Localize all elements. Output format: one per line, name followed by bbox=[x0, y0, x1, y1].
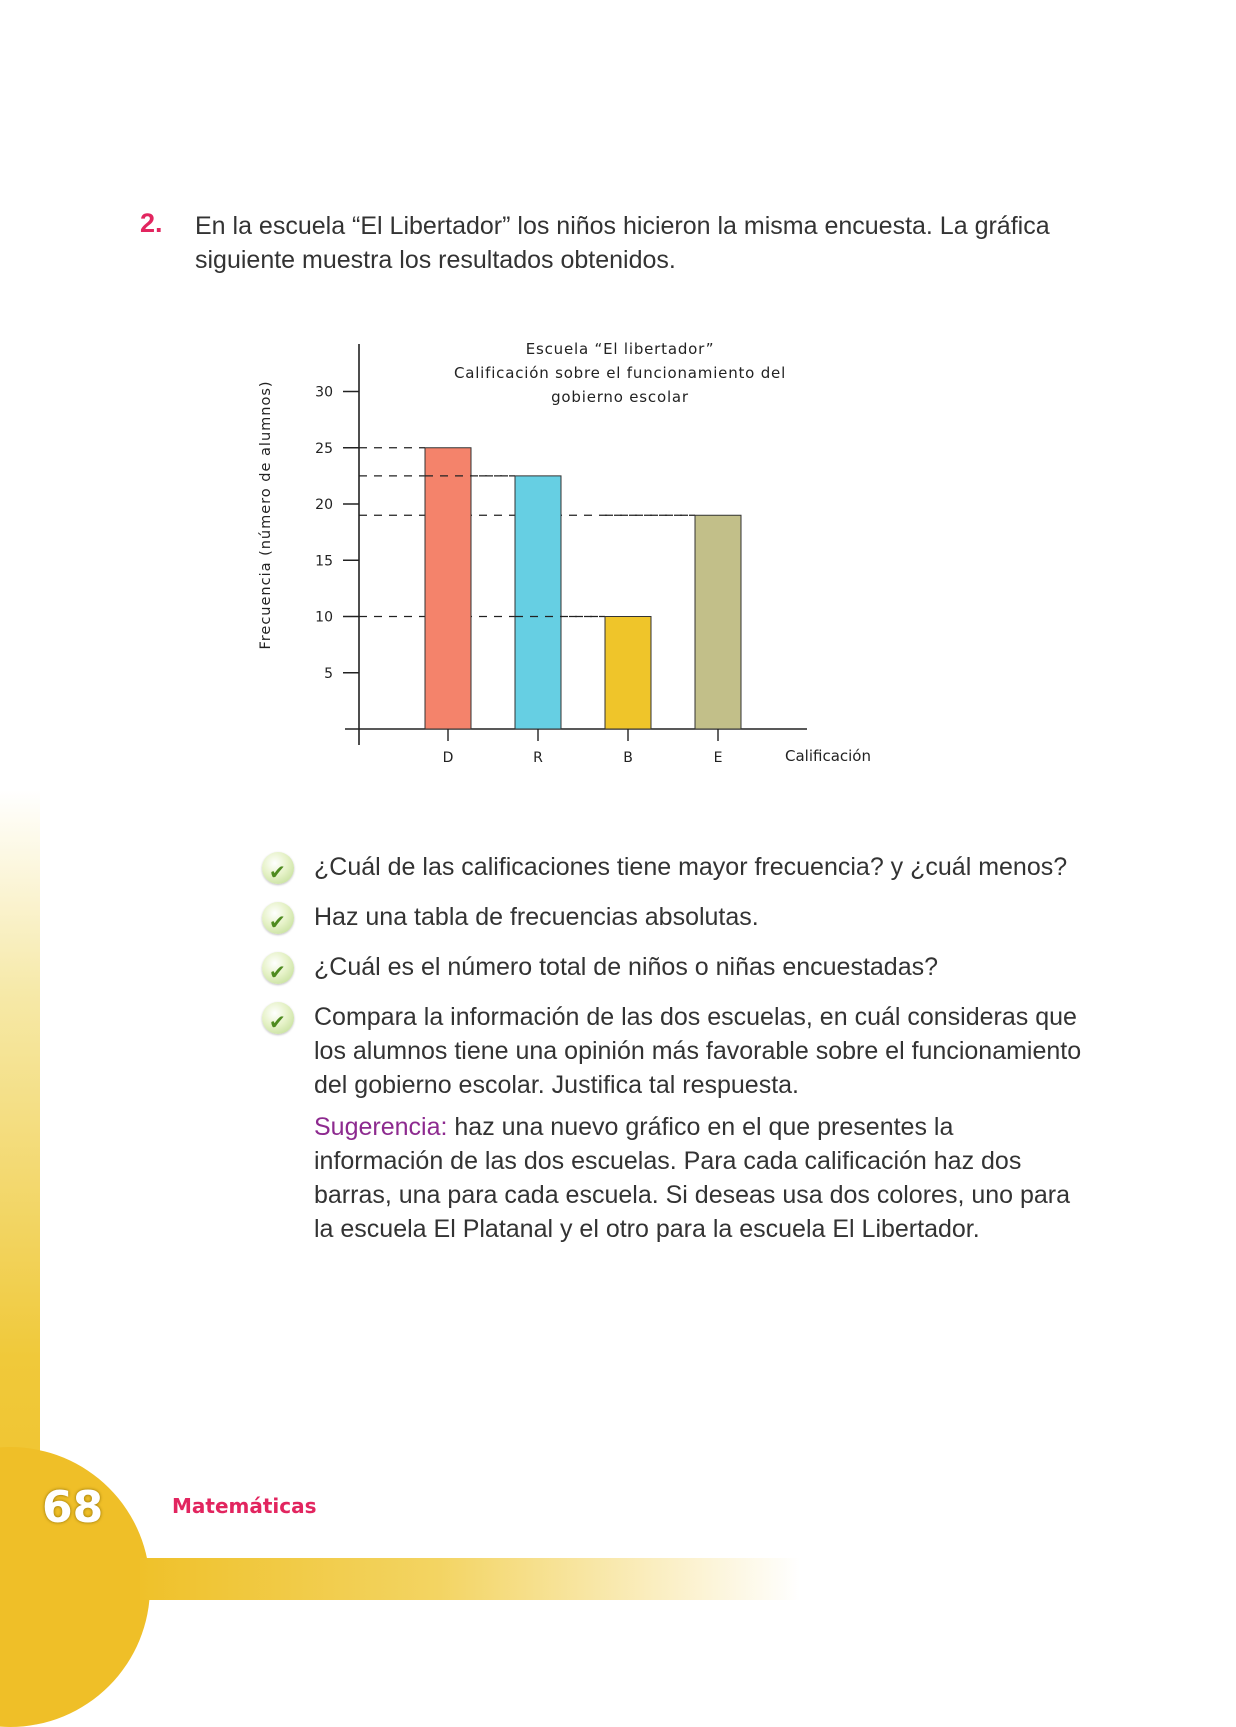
bar bbox=[695, 515, 741, 729]
check-icon bbox=[262, 852, 294, 884]
y-axis-label: Frecuencia (número de alumnos) bbox=[258, 380, 274, 650]
list-item-text: Compara la información de las dos escuelas, en cuál consideras que los alumnos tiene una opinión más favorable sobre el funcionamiento del gobierno escolar. Justifica tal respuesta. bbox=[314, 1003, 1082, 1099]
suggestion-paragraph bbox=[314, 1110, 1084, 1246]
x-tick-label: R bbox=[533, 750, 543, 766]
chart-title-line: gobierno escolar bbox=[551, 388, 689, 406]
list-item-text: ¿Cuál es el número total de niños o niñas encuestadas? bbox=[314, 953, 938, 981]
list-item bbox=[262, 900, 1082, 934]
list-item bbox=[262, 1000, 1082, 1102]
list-item-text: ¿Cuál de las calificaciones tiene mayor frecuencia? y ¿cuál menos? bbox=[314, 853, 1068, 881]
chart-title-line: Calificación sobre el funcionamiento del bbox=[453, 364, 787, 382]
suggestion-text: haz una nuevo gráfico en el que presentes la información de las dos escuelas. Para cada calificación haz dos barras, una para cada escuela. Si deseas usa dos colores, uno para la escuela El Platanal y el otro para la escuela El Libertador. bbox=[314, 1113, 1071, 1243]
list-item bbox=[262, 950, 1082, 984]
list-item-text: Haz una tabla de frecuencias absolutas. bbox=[314, 903, 759, 931]
x-tick-label: B bbox=[623, 750, 633, 766]
question-number: 2. bbox=[140, 208, 163, 238]
bar bbox=[425, 448, 471, 729]
question-list bbox=[262, 850, 1082, 1118]
x-tick-label: E bbox=[713, 750, 723, 766]
check-icon bbox=[262, 1002, 294, 1034]
question-text: En la escuela “El Libertador” los niños hicieron la misma encuesta. La gráfica siguiente muestra los resultados obtenidos. bbox=[195, 212, 1050, 274]
bar bbox=[515, 476, 561, 729]
x-tick-label: D bbox=[442, 750, 454, 766]
decorative-bottom-band bbox=[140, 1558, 800, 1600]
y-tick-label: 20 bbox=[315, 497, 333, 513]
footer-subject: Matemáticas bbox=[172, 1494, 317, 1518]
y-tick-label: 15 bbox=[315, 553, 333, 570]
x-axis-label: Calificación bbox=[785, 747, 871, 765]
chart-title-line: Escuela “El libertador” bbox=[525, 340, 715, 358]
suggestion-label: Sugerencia: bbox=[314, 1113, 448, 1141]
chart-svg bbox=[250, 330, 930, 800]
list-item bbox=[262, 850, 1082, 884]
page-number: 68 bbox=[42, 1482, 104, 1533]
y-tick-label: 25 bbox=[315, 440, 333, 457]
check-icon bbox=[262, 952, 294, 984]
y-tick-label: 5 bbox=[324, 665, 333, 682]
check-icon bbox=[262, 902, 294, 934]
bar-chart bbox=[250, 330, 930, 800]
bar bbox=[605, 617, 651, 730]
y-tick-label: 30 bbox=[315, 384, 333, 401]
y-tick-label: 10 bbox=[315, 609, 333, 626]
